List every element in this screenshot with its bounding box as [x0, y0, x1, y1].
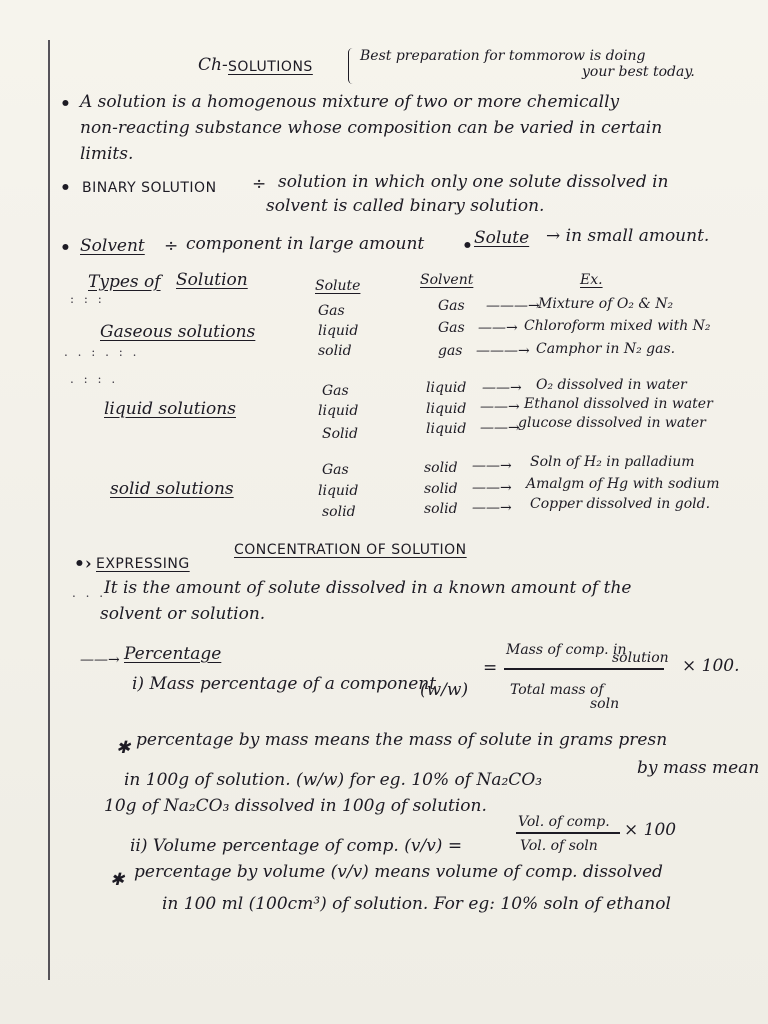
solvent-cell: Gas: [438, 298, 465, 314]
binary-line-1: solution in which only one solute dissolved in: [278, 172, 669, 192]
solute-cell: liquid: [318, 483, 359, 499]
expressing-line-2: solvent or solution.: [100, 604, 266, 624]
dots: . . : . : .: [64, 345, 140, 359]
equals-sign: =: [483, 658, 498, 678]
arrow: ——→: [472, 480, 512, 496]
solute-label: Solute: [474, 228, 530, 248]
vol-times-100: × 100: [624, 820, 677, 840]
group-solid: solid solutions: [110, 479, 234, 499]
note-marker: ✱: [116, 738, 131, 758]
vol-denominator: Vol. of soln: [520, 838, 598, 854]
expressing-heading-2: CONCENTRATION OF SOLUTION: [234, 542, 467, 558]
mass-times-100: × 100.: [682, 656, 740, 676]
quote-line-2: your best today.: [582, 64, 695, 80]
group-gaseous: Gaseous solutions: [100, 322, 256, 342]
mass-numerator-1: Mass of comp. in: [506, 642, 627, 658]
solute-cell: liquid: [318, 323, 359, 339]
bullet: •: [60, 178, 71, 198]
solute-cell: Gas: [322, 383, 349, 399]
solvent-cell: liquid: [426, 421, 467, 437]
types-heading-1: Types of: [88, 272, 161, 292]
solvent-cell: liquid: [426, 401, 467, 417]
solute-cell: Solid: [322, 426, 358, 442]
solute-text: → in small amount.: [546, 226, 710, 246]
solute-cell: Gas: [318, 303, 345, 319]
solvent-cell: liquid: [426, 380, 467, 396]
bullet: •›: [74, 554, 92, 574]
example-cell: Chloroform mixed with N₂: [524, 318, 711, 334]
types-heading-2: Solution: [176, 270, 248, 290]
arrow: ———→: [476, 343, 530, 359]
mass-denominator-2: soln: [590, 696, 620, 712]
definition-line-2: non-reacting substance whose composition can be varied in certain: [80, 118, 663, 138]
expressing-line-1: It is the amount of solute dissolved in a known amount of the: [104, 578, 632, 598]
dots: . . .: [72, 586, 107, 600]
arrow: ——→: [480, 420, 520, 436]
solvent-cell: solid: [424, 460, 458, 476]
note1-line-1: percentage by mass means the mass of solute in grams presn: [136, 730, 668, 750]
margin-line: [48, 40, 50, 980]
note1-right: by mass mean: [637, 758, 760, 778]
dots: : : :: [70, 292, 105, 306]
bullet: •: [60, 94, 71, 114]
solvent-sep: ÷: [164, 236, 179, 256]
quote-line-1: Best preparation for tommorow is doing: [360, 48, 646, 64]
fraction-bar: [504, 668, 664, 670]
group-liquid: liquid solutions: [104, 399, 236, 419]
example-cell: Copper dissolved in gold.: [530, 496, 711, 512]
note2-line-2: in 100 ml (100cm³) of solution. For eg: 10% soln of ethanol: [162, 894, 671, 914]
arrow: ——→: [472, 500, 512, 516]
definition-line-3: limits.: [80, 144, 134, 164]
arrow: ——→: [478, 320, 518, 336]
solute-cell: solid: [322, 504, 356, 520]
solute-cell: liquid: [318, 403, 359, 419]
example-cell: Amalgm of Hg with sodium: [526, 476, 720, 492]
example-cell: Ethanol dissolved in water: [524, 396, 713, 412]
solvent-cell: solid: [424, 481, 458, 497]
solvent-label: Solvent: [80, 236, 145, 256]
solvent-cell: solid: [424, 501, 458, 517]
solute-cell: Gas: [322, 462, 349, 478]
mass-denominator-1: Total mass of: [510, 682, 604, 698]
quote-bracket: [348, 48, 357, 84]
solute-cell: solid: [318, 343, 352, 359]
col-solute: Solute: [315, 278, 361, 294]
arrow: ——→: [482, 380, 522, 396]
fraction-bar: [516, 832, 620, 834]
col-ex: Ex.: [580, 272, 603, 288]
volume-percentage-label: ii) Volume percentage of comp. (v/v) =: [130, 836, 463, 856]
mass-ww: (w/w): [420, 680, 469, 700]
note2-line-1: percentage by volume (v/v) means volume of comp. dissolved: [134, 862, 663, 882]
bullet: •: [462, 236, 473, 256]
example-cell: Soln of H₂ in palladium: [530, 454, 695, 470]
arrow: ———→: [486, 298, 540, 314]
bullet: •: [60, 238, 71, 258]
vol-numerator: Vol. of comp.: [518, 814, 610, 830]
col-solvent: Solvent: [420, 272, 474, 288]
example-cell: O₂ dissolved in water: [536, 377, 687, 393]
chapter-label: Ch-: [198, 55, 228, 75]
binary-label: BINARY SOLUTION: [82, 180, 217, 196]
binary-sep: ÷: [252, 174, 267, 194]
solvent-cell: Gas: [438, 320, 465, 336]
mass-percentage-label: i) Mass percentage of a component: [132, 674, 437, 694]
arrow: ——→: [472, 458, 512, 474]
note1-line-2: in 100g of solution. (w/w) for eg. 10% of Na₂CO₃: [124, 770, 543, 790]
percentage-heading: Percentage: [124, 644, 222, 664]
note-marker: ✱: [110, 870, 125, 890]
expressing-heading-1: EXPRESSING: [96, 556, 190, 572]
page-title: SOLUTIONS: [228, 59, 313, 75]
solvent-text: component in large amount: [186, 234, 425, 254]
example-cell: Camphor in N₂ gas.: [536, 341, 676, 357]
definition-line-1: A solution is a homogenous mixture of two or more chemically: [80, 92, 620, 112]
example-cell: Mixture of O₂ & N₂: [538, 296, 674, 312]
example-cell: glucose dissolved in water: [518, 415, 706, 431]
arrow: ——→: [80, 652, 120, 668]
solvent-cell: gas: [438, 343, 463, 359]
mass-numerator-2: solution: [612, 650, 669, 666]
dots: . : : .: [70, 372, 119, 386]
arrow: ——→: [480, 399, 520, 415]
binary-line-2: solvent is called binary solution.: [266, 196, 545, 216]
note1-line-3: 10g of Na₂CO₃ dissolved in 100g of solution.: [104, 796, 487, 816]
